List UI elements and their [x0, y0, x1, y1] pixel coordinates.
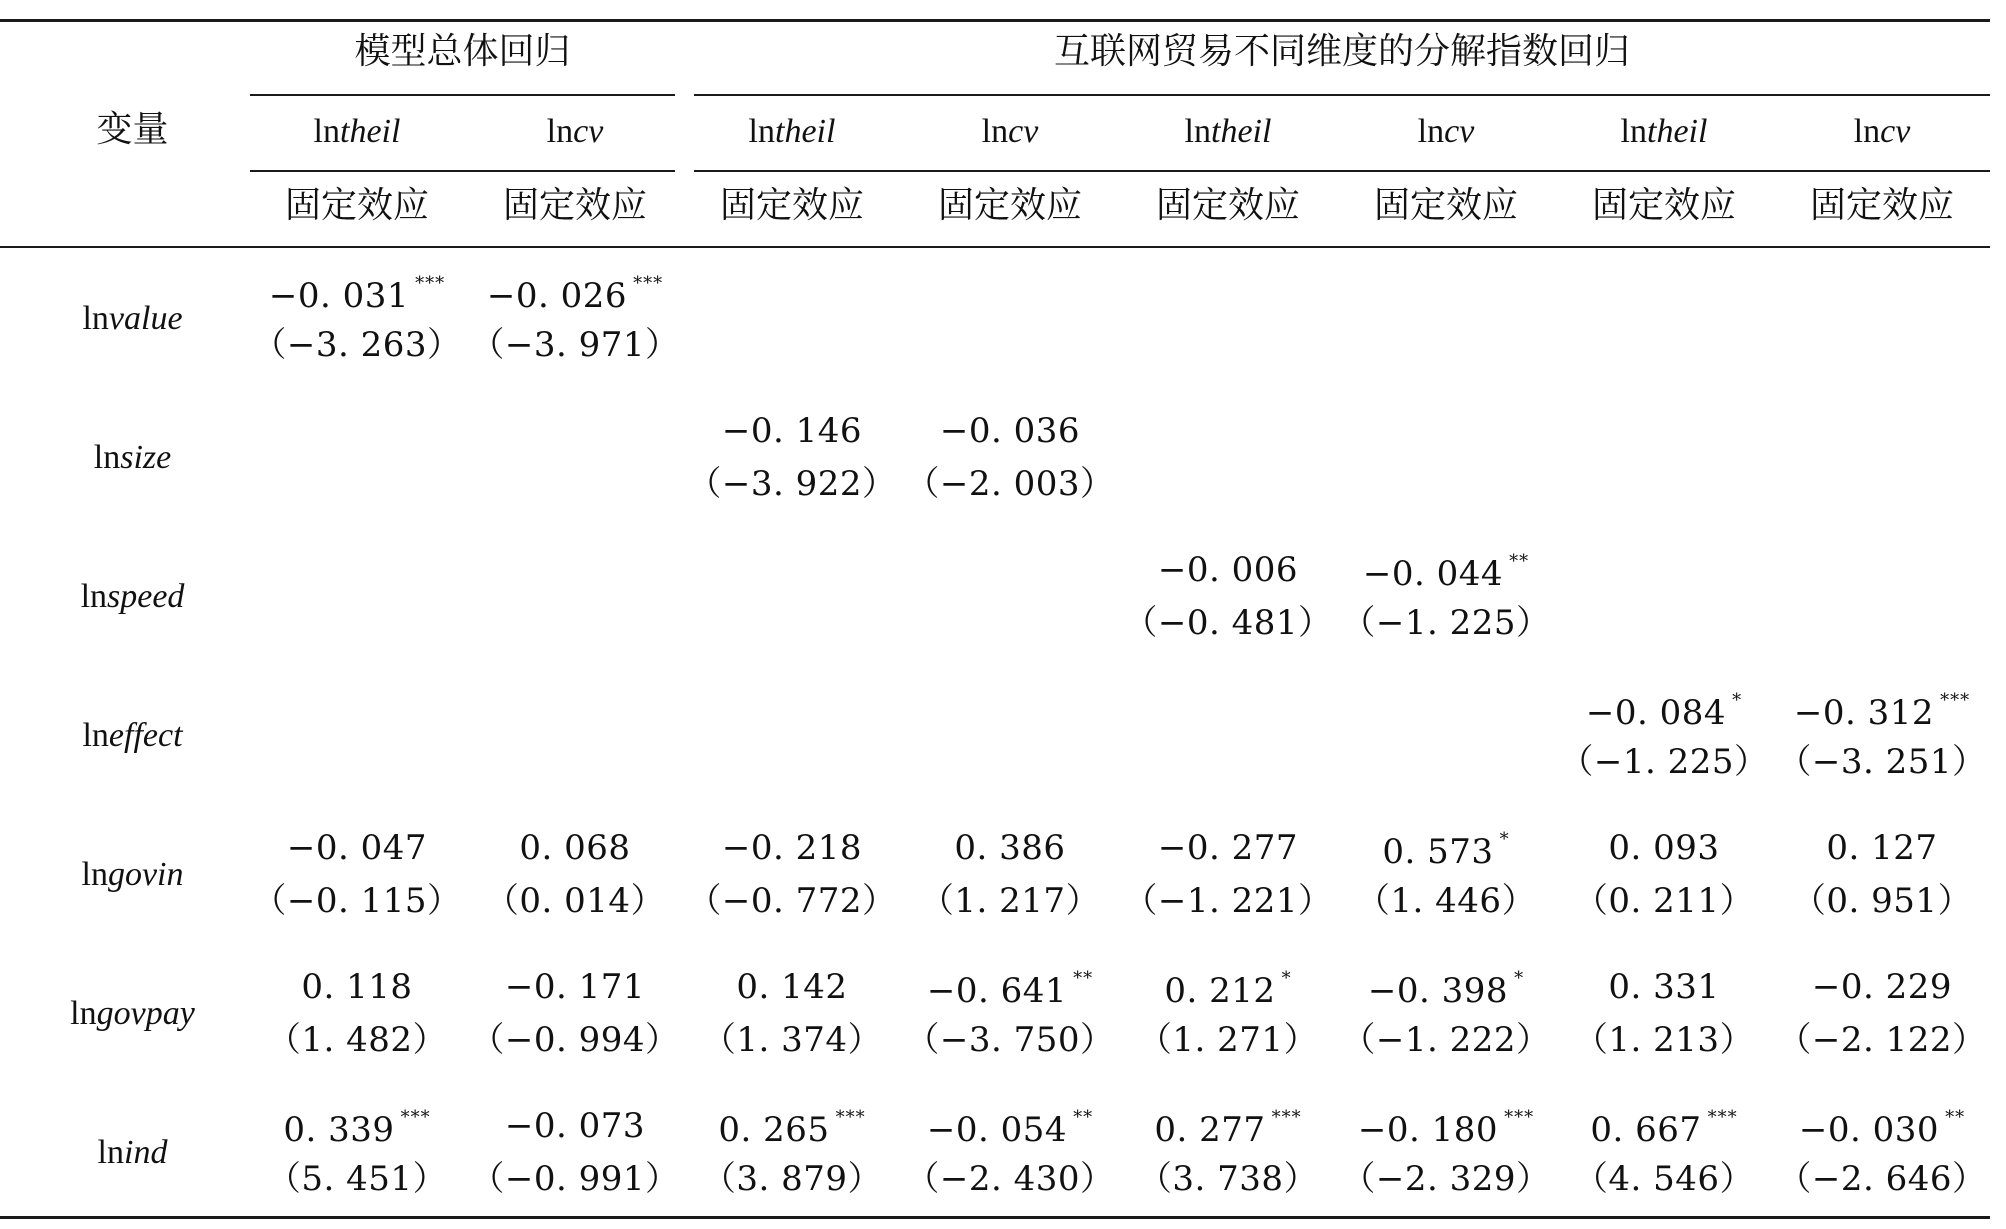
t-statistic: （1. 446） — [1355, 881, 1537, 921]
dep-var-header — [686, 115, 898, 149]
dep-var-header — [1776, 115, 1988, 149]
fixed-effect-label: 固定效应 — [937, 185, 1082, 226]
coefficient-value: 0. 339 — [283, 1110, 395, 1150]
var-suffix: speed — [107, 578, 185, 615]
var-column-header: 变量 — [96, 109, 169, 150]
coefficient-value: 0. 142 — [736, 967, 848, 1007]
row-variable-name — [0, 719, 265, 753]
coefficient — [469, 1106, 681, 1146]
significance-stars: *** — [1707, 1107, 1738, 1128]
coefficient — [1776, 967, 1988, 1007]
t-statistic: （0. 014） — [484, 881, 666, 921]
var-suffix: value — [108, 300, 183, 337]
fixed-effect-label: 固定效应 — [1809, 185, 1954, 226]
significance-stars: * — [1514, 968, 1525, 989]
row-variable-name — [0, 997, 265, 1031]
coefficient — [469, 273, 681, 316]
dep-var-name: theil — [340, 113, 401, 150]
coefficient — [251, 1107, 463, 1150]
coefficient — [1558, 967, 1770, 1007]
var-suffix: size — [120, 439, 172, 476]
dep-var-name: cv — [1444, 113, 1475, 150]
row-variable-name — [0, 858, 265, 892]
coefficient — [1340, 551, 1552, 594]
coefficient-value: −0. 218 — [721, 828, 863, 868]
coefficient-value: 0. 093 — [1608, 828, 1720, 868]
coefficient — [1122, 828, 1334, 868]
coefficient-value: −0. 398 — [1367, 971, 1509, 1011]
t-statistic: （3. 738） — [1137, 1159, 1319, 1199]
group-underline-decomp — [694, 94, 1990, 96]
var-suffix: ind — [124, 1134, 168, 1171]
var-prefix: ln — [80, 578, 108, 615]
coefficient-value: −0. 084 — [1585, 693, 1727, 733]
coefficient — [1776, 828, 1988, 868]
row-variable-name — [0, 302, 265, 336]
var-prefix: ln — [82, 717, 109, 754]
significance-stars: ** — [1073, 968, 1094, 989]
coefficient-value: −0. 146 — [721, 411, 863, 451]
coefficient — [1122, 550, 1334, 590]
coefficient-value: −0. 047 — [286, 828, 428, 868]
coefficient-value: −0. 277 — [1157, 828, 1299, 868]
coefficient — [469, 967, 681, 1007]
group-header-decomp: 互联网贸易不同维度的分解指数回归 — [1053, 31, 1630, 72]
coefficient-value: 0. 277 — [1154, 1110, 1266, 1150]
dep-var-header — [469, 115, 681, 149]
coefficient — [904, 968, 1116, 1011]
significance-stars: *** — [415, 273, 446, 294]
coefficient — [1122, 968, 1334, 1011]
var-prefix: ln — [70, 995, 97, 1032]
t-statistic: （−3. 251） — [1777, 742, 1987, 782]
group-header-overall: 模型总体回归 — [354, 31, 571, 72]
dep-var-name: theil — [1211, 113, 1272, 150]
coefficient-value: −0. 312 — [1793, 693, 1935, 733]
dep-var-prefix: ln — [546, 113, 574, 150]
dep-var-header — [251, 115, 463, 149]
coefficient-value: −0. 054 — [926, 1110, 1068, 1150]
dep-var-prefix: ln — [1853, 113, 1881, 150]
dep-var-name: theil — [1647, 113, 1708, 150]
fixed-effect-label: 固定效应 — [1155, 185, 1300, 226]
coefficient — [904, 411, 1116, 451]
header-bottom-rule — [0, 246, 1990, 248]
var-suffix: effect — [108, 717, 183, 754]
t-statistic: （−1. 225） — [1341, 603, 1551, 643]
significance-stars: *** — [835, 1107, 866, 1128]
coefficient — [1558, 690, 1770, 733]
dep-var-name: cv — [1008, 113, 1039, 150]
t-statistic: （−0. 994） — [470, 1020, 680, 1060]
dep-var-prefix: ln — [748, 113, 775, 150]
dep-underline-decomp — [694, 170, 1990, 172]
group-underline-overall — [250, 94, 675, 96]
dep-var-name: cv — [1880, 113, 1911, 150]
coefficient-value: 0. 265 — [718, 1110, 830, 1150]
coefficient — [1558, 828, 1770, 868]
t-statistic: （−3. 263） — [252, 325, 462, 365]
coefficient-value: −0. 641 — [926, 971, 1068, 1011]
coefficient — [1558, 1107, 1770, 1150]
t-statistic: （−2. 003） — [905, 464, 1115, 504]
dep-var-prefix: ln — [313, 113, 340, 150]
coefficient — [251, 828, 463, 868]
var-prefix: ln — [93, 439, 121, 476]
significance-stars: *** — [1504, 1107, 1535, 1128]
coefficient-value: 0. 118 — [301, 967, 413, 1007]
coefficient — [686, 1107, 898, 1150]
t-statistic: （−0. 772） — [687, 881, 897, 921]
significance-stars: ** — [1073, 1107, 1094, 1128]
significance-stars: *** — [1940, 690, 1971, 711]
t-statistic: （1. 213） — [1573, 1020, 1755, 1060]
coefficient-value: −0. 044 — [1362, 554, 1504, 594]
coefficient-value: −0. 036 — [939, 411, 1081, 451]
fixed-effect-label: 固定效应 — [719, 185, 864, 226]
t-statistic: （0. 951） — [1791, 881, 1973, 921]
dep-var-name: cv — [573, 113, 604, 150]
coefficient-value: −0. 031 — [268, 276, 410, 316]
dep-var-prefix: ln — [981, 113, 1009, 150]
significance-stars: *** — [633, 273, 664, 294]
t-statistic: （−0. 115） — [252, 881, 462, 921]
coefficient-value: 0. 667 — [1590, 1110, 1702, 1150]
coefficient — [1776, 1107, 1988, 1150]
coefficient — [686, 828, 898, 868]
significance-stars: * — [1281, 968, 1292, 989]
t-statistic: （−0. 991） — [470, 1159, 680, 1199]
t-statistic: （1. 374） — [701, 1020, 883, 1060]
bottom-rule — [0, 1216, 1990, 1219]
var-suffix: govpay — [96, 995, 195, 1032]
dep-var-header — [904, 115, 1116, 149]
coefficient-value: 0. 127 — [1826, 828, 1938, 868]
coefficient — [1340, 1107, 1552, 1150]
coefficient — [1340, 968, 1552, 1011]
t-statistic: （−1. 221） — [1123, 881, 1333, 921]
coefficient-value: −0. 026 — [486, 276, 628, 316]
fixed-effect-label: 固定效应 — [1373, 185, 1518, 226]
row-variable-name — [0, 1136, 265, 1170]
coefficient-value: 0. 331 — [1608, 967, 1720, 1007]
dep-var-header — [1558, 115, 1770, 149]
dep-underline-overall — [250, 170, 675, 172]
t-statistic: （−1. 225） — [1559, 742, 1769, 782]
t-statistic: （−2. 646） — [1777, 1159, 1987, 1199]
t-statistic: （1. 482） — [266, 1020, 448, 1060]
significance-stars: ** — [1945, 1107, 1966, 1128]
coefficient — [686, 967, 898, 1007]
dep-var-name: theil — [775, 113, 836, 150]
coefficient-value: 0. 212 — [1164, 971, 1276, 1011]
dep-var-header — [1122, 115, 1334, 149]
t-statistic: （−2. 430） — [905, 1159, 1115, 1199]
coefficient — [469, 828, 681, 868]
coefficient-value: −0. 171 — [504, 967, 646, 1007]
coefficient — [251, 967, 463, 1007]
coefficient-value: 0. 573 — [1382, 832, 1494, 872]
top-rule — [0, 19, 1990, 22]
coefficient-value: −0. 073 — [504, 1106, 646, 1146]
dep-var-header — [1340, 115, 1552, 149]
dep-var-prefix: ln — [1620, 113, 1647, 150]
t-statistic: （5. 451） — [266, 1159, 448, 1199]
t-statistic: （−3. 922） — [687, 464, 897, 504]
significance-stars: * — [1732, 690, 1743, 711]
coefficient — [1776, 690, 1988, 733]
fixed-effect-label: 固定效应 — [502, 185, 647, 226]
coefficient — [686, 411, 898, 451]
t-statistic: （−2. 122） — [1777, 1020, 1987, 1060]
dep-var-prefix: ln — [1417, 113, 1445, 150]
coefficient-value: 0. 068 — [519, 828, 631, 868]
coefficient — [251, 273, 463, 316]
fixed-effect-label: 固定效应 — [1591, 185, 1736, 226]
t-statistic: （4. 546） — [1573, 1159, 1755, 1199]
coefficient — [904, 828, 1116, 868]
var-prefix: ln — [97, 1134, 124, 1171]
t-statistic: （−0. 481） — [1123, 603, 1333, 643]
t-statistic: （1. 271） — [1137, 1020, 1319, 1060]
row-variable-name — [0, 441, 265, 475]
coefficient — [904, 1107, 1116, 1150]
coefficient-value: −0. 229 — [1811, 967, 1953, 1007]
var-suffix: govin — [107, 856, 184, 893]
row-variable-name — [0, 580, 265, 614]
t-statistic: （0. 211） — [1573, 881, 1755, 921]
fixed-effect-label: 固定效应 — [284, 185, 429, 226]
t-statistic: （−1. 222） — [1341, 1020, 1551, 1060]
t-statistic: （−3. 750） — [905, 1020, 1115, 1060]
significance-stars: ** — [1509, 551, 1530, 572]
coefficient-value: −0. 030 — [1798, 1110, 1940, 1150]
t-statistic: （−2. 329） — [1341, 1159, 1551, 1199]
t-statistic: （−3. 971） — [470, 325, 680, 365]
t-statistic: （3. 879） — [701, 1159, 883, 1199]
significance-stars: *** — [400, 1107, 431, 1128]
t-statistic: （1. 217） — [919, 881, 1101, 921]
coefficient-value: −0. 180 — [1357, 1110, 1499, 1150]
coefficient-value: 0. 386 — [954, 828, 1066, 868]
coefficient — [1122, 1107, 1334, 1150]
coefficient — [1340, 829, 1552, 872]
var-prefix: ln — [82, 300, 109, 337]
dep-var-prefix: ln — [1184, 113, 1211, 150]
significance-stars: *** — [1271, 1107, 1302, 1128]
coefficient-value: −0. 006 — [1157, 550, 1299, 590]
significance-stars: * — [1499, 829, 1510, 850]
var-prefix: ln — [81, 856, 108, 893]
